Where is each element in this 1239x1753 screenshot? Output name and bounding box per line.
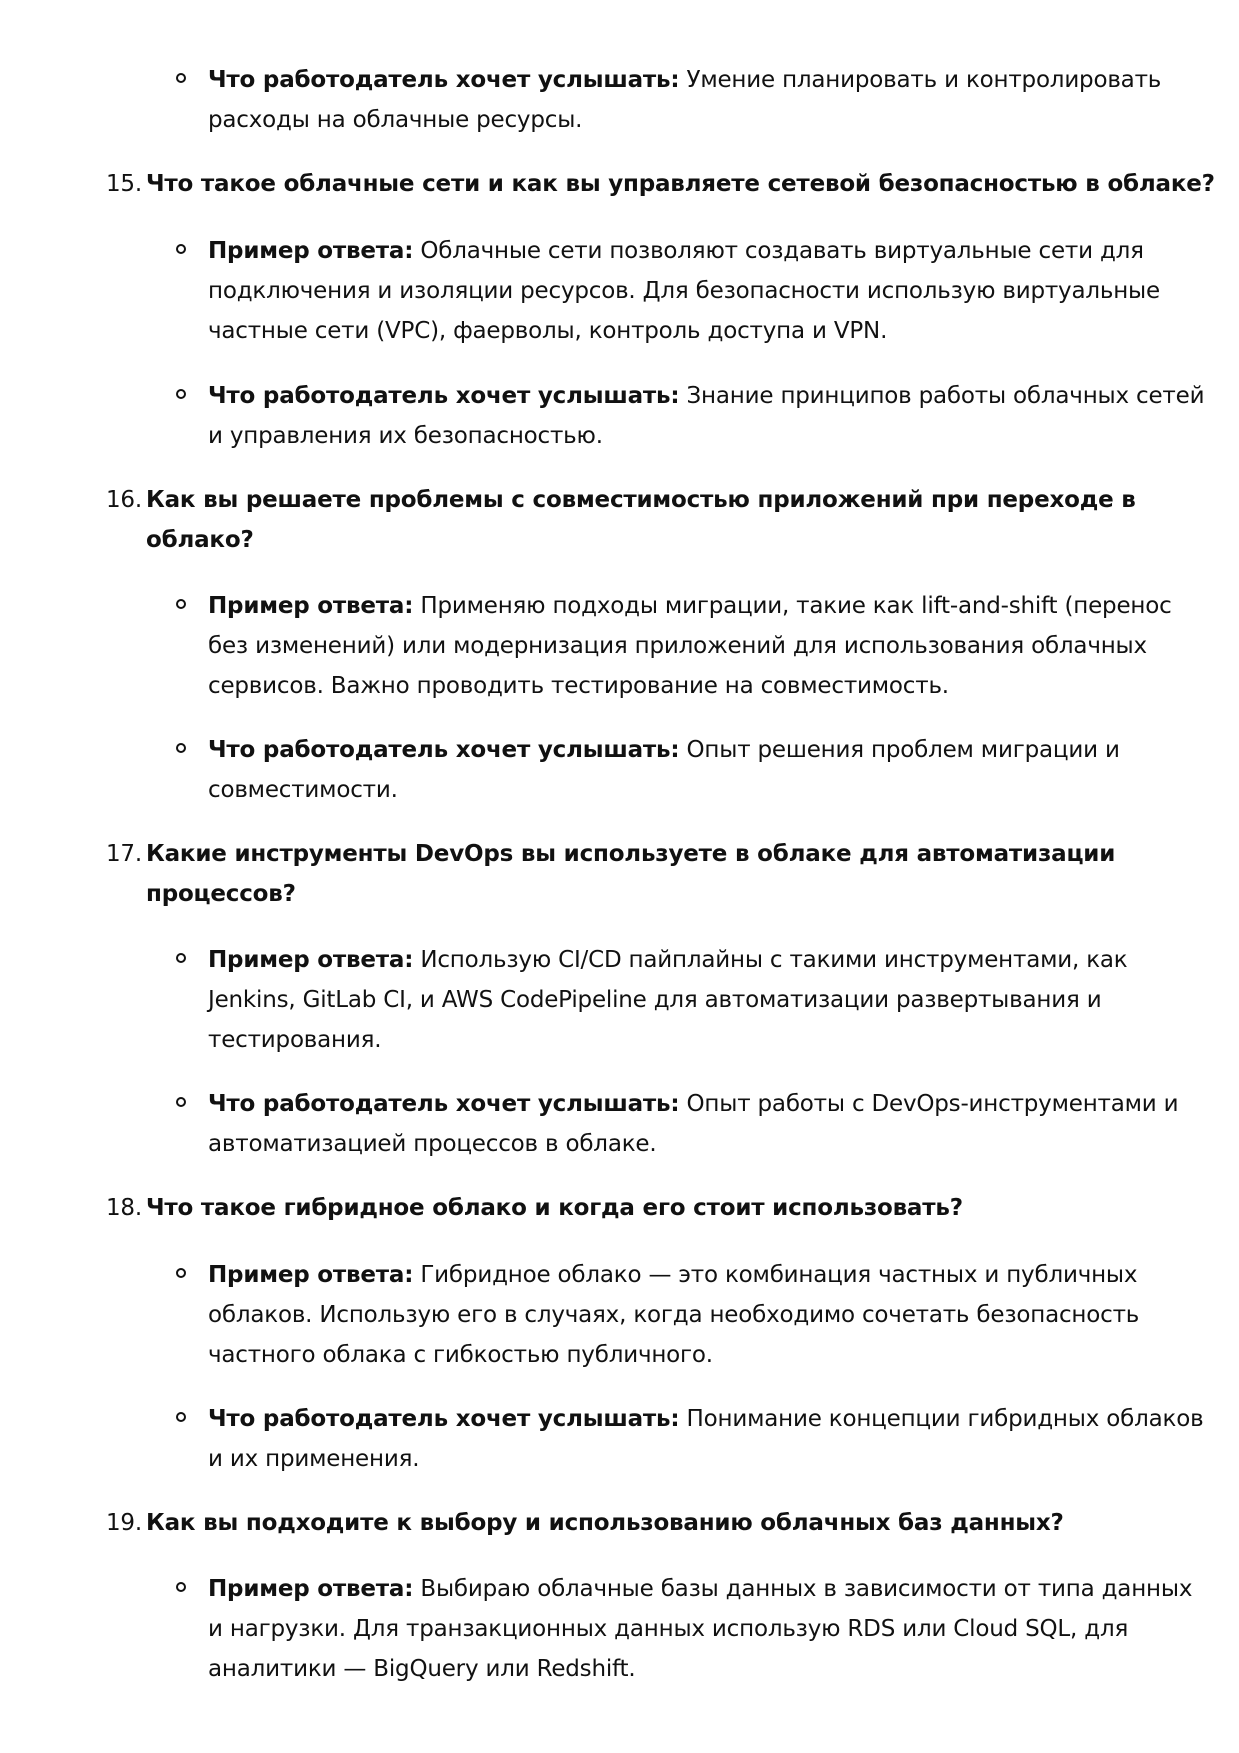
- bullet-line: [208, 730, 1120, 770]
- bullet-line: [208, 376, 1204, 416]
- bullet-label: Пример ответа:: [208, 1576, 414, 1602]
- bullet-line: сервисов. Важно проводить тестирование на совместимость.: [208, 673, 949, 699]
- question-title: Как вы подходите к выбору и использованию облачных баз данных?: [146, 1510, 1064, 1536]
- bullet-label: Пример ответа:: [208, 593, 414, 619]
- question-title: Что такое гибридное облако и когда его стоит использовать?: [146, 1195, 963, 1221]
- question-title: облако?: [146, 527, 254, 553]
- bullet-line: [208, 1399, 1203, 1439]
- bullet-line: частного облака с гибкостью публичного.: [208, 1342, 713, 1368]
- question-number: 17.: [106, 841, 142, 867]
- bullet-text: Применяю подходы миграции, такие как lift-and-shift (перенос: [420, 593, 1172, 619]
- bullet-marker-icon: [176, 953, 186, 963]
- bullet-label: Что работодатель хочет услышать:: [208, 1091, 680, 1117]
- bullet-line: [208, 1255, 1137, 1295]
- bullet-line: и управления их безопасностью.: [208, 423, 603, 449]
- bullet-text: Гибридное облако — это комбинация частных и публичных: [420, 1262, 1138, 1288]
- bullet-text: Понимание концепции гибридных облаков: [686, 1406, 1204, 1432]
- bullet-text: Облачные сети позволяют создавать виртуальные сети для: [420, 238, 1144, 264]
- bullet-line: и их применения.: [208, 1446, 420, 1472]
- bullet-line: [208, 586, 1172, 626]
- bullet-label: Пример ответа:: [208, 947, 414, 973]
- question-number: 15.: [106, 171, 142, 197]
- bullet-marker-icon: [176, 1097, 186, 1107]
- bullet-line: [208, 1569, 1192, 1609]
- bullet-line: без изменений) или модернизация приложений для использования облачных: [208, 633, 1147, 659]
- bullet-line: [208, 1084, 1178, 1124]
- bullet-marker-icon: [176, 743, 186, 753]
- bullet-line: Jenkins, GitLab CI, и AWS CodePipeline для автоматизации развертывания и: [208, 987, 1102, 1013]
- bullet-line: частные сети (VPC), фаерволы, контроль доступа и VPN.: [208, 318, 888, 344]
- question-title: Какие инструменты DevOps вы используете в облаке для автоматизации: [146, 841, 1116, 867]
- bullet-label: Что работодатель хочет услышать:: [208, 737, 680, 763]
- bullet-marker-icon: [176, 244, 186, 254]
- bullet-text: Использую CI/CD пайплайны с такими инструментами, как: [420, 947, 1128, 973]
- question-number: 16.: [106, 487, 142, 513]
- question-number: 19.: [106, 1510, 142, 1536]
- bullet-text: Выбираю облачные базы данных в зависимости от типа данных: [420, 1576, 1193, 1602]
- bullet-marker-icon: [176, 73, 186, 83]
- bullet-line: облаков. Использую его в случаях, когда необходимо сочетать безопасность: [208, 1302, 1140, 1328]
- bullet-line: [208, 231, 1144, 271]
- question-title: Что такое облачные сети и как вы управляете сетевой безопасностью в облаке?: [146, 171, 1215, 197]
- bullet-text: Опыт решения проблем миграции и: [686, 737, 1120, 763]
- bullet-label: Пример ответа:: [208, 1262, 414, 1288]
- bullet-marker-icon: [176, 389, 186, 399]
- bullet-marker-icon: [176, 599, 186, 609]
- bullet-label: Пример ответа:: [208, 238, 414, 264]
- bullet-marker-icon: [176, 1582, 186, 1592]
- bullet-line: [208, 60, 1161, 100]
- question-title: процессов?: [146, 881, 296, 907]
- bullet-label: Что работодатель хочет услышать:: [208, 383, 680, 409]
- bullet-label: Что работодатель хочет услышать:: [208, 1406, 680, 1432]
- question-title: Как вы решаете проблемы с совместимостью приложений при переходе в: [146, 487, 1136, 513]
- bullet-line: аналитики — BigQuery или Redshift.: [208, 1656, 636, 1682]
- bullet-label: Что работодатель хочет услышать:: [208, 67, 680, 93]
- bullet-marker-icon: [176, 1268, 186, 1278]
- bullet-line: и нагрузки. Для транзакционных данных использую RDS или Cloud SQL, для: [208, 1616, 1129, 1642]
- bullet-line: [208, 940, 1128, 980]
- bullet-text: Умение планировать и контролировать: [686, 67, 1162, 93]
- question-number: 18.: [106, 1195, 142, 1221]
- bullet-line: автоматизацией процессов в облаке.: [208, 1131, 657, 1157]
- bullet-text: Опыт работы с DevOps-инструментами и: [686, 1091, 1179, 1117]
- bullet-line: расходы на облачные ресурсы.: [208, 107, 583, 133]
- bullet-text: Знание принципов работы облачных сетей: [686, 383, 1205, 409]
- bullet-line: совместимости.: [208, 777, 398, 803]
- bullet-line: подключения и изоляции ресурсов. Для безопасности использую виртуальные: [208, 278, 1160, 304]
- bullet-marker-icon: [176, 1412, 186, 1422]
- bullet-line: тестирования.: [208, 1027, 382, 1053]
